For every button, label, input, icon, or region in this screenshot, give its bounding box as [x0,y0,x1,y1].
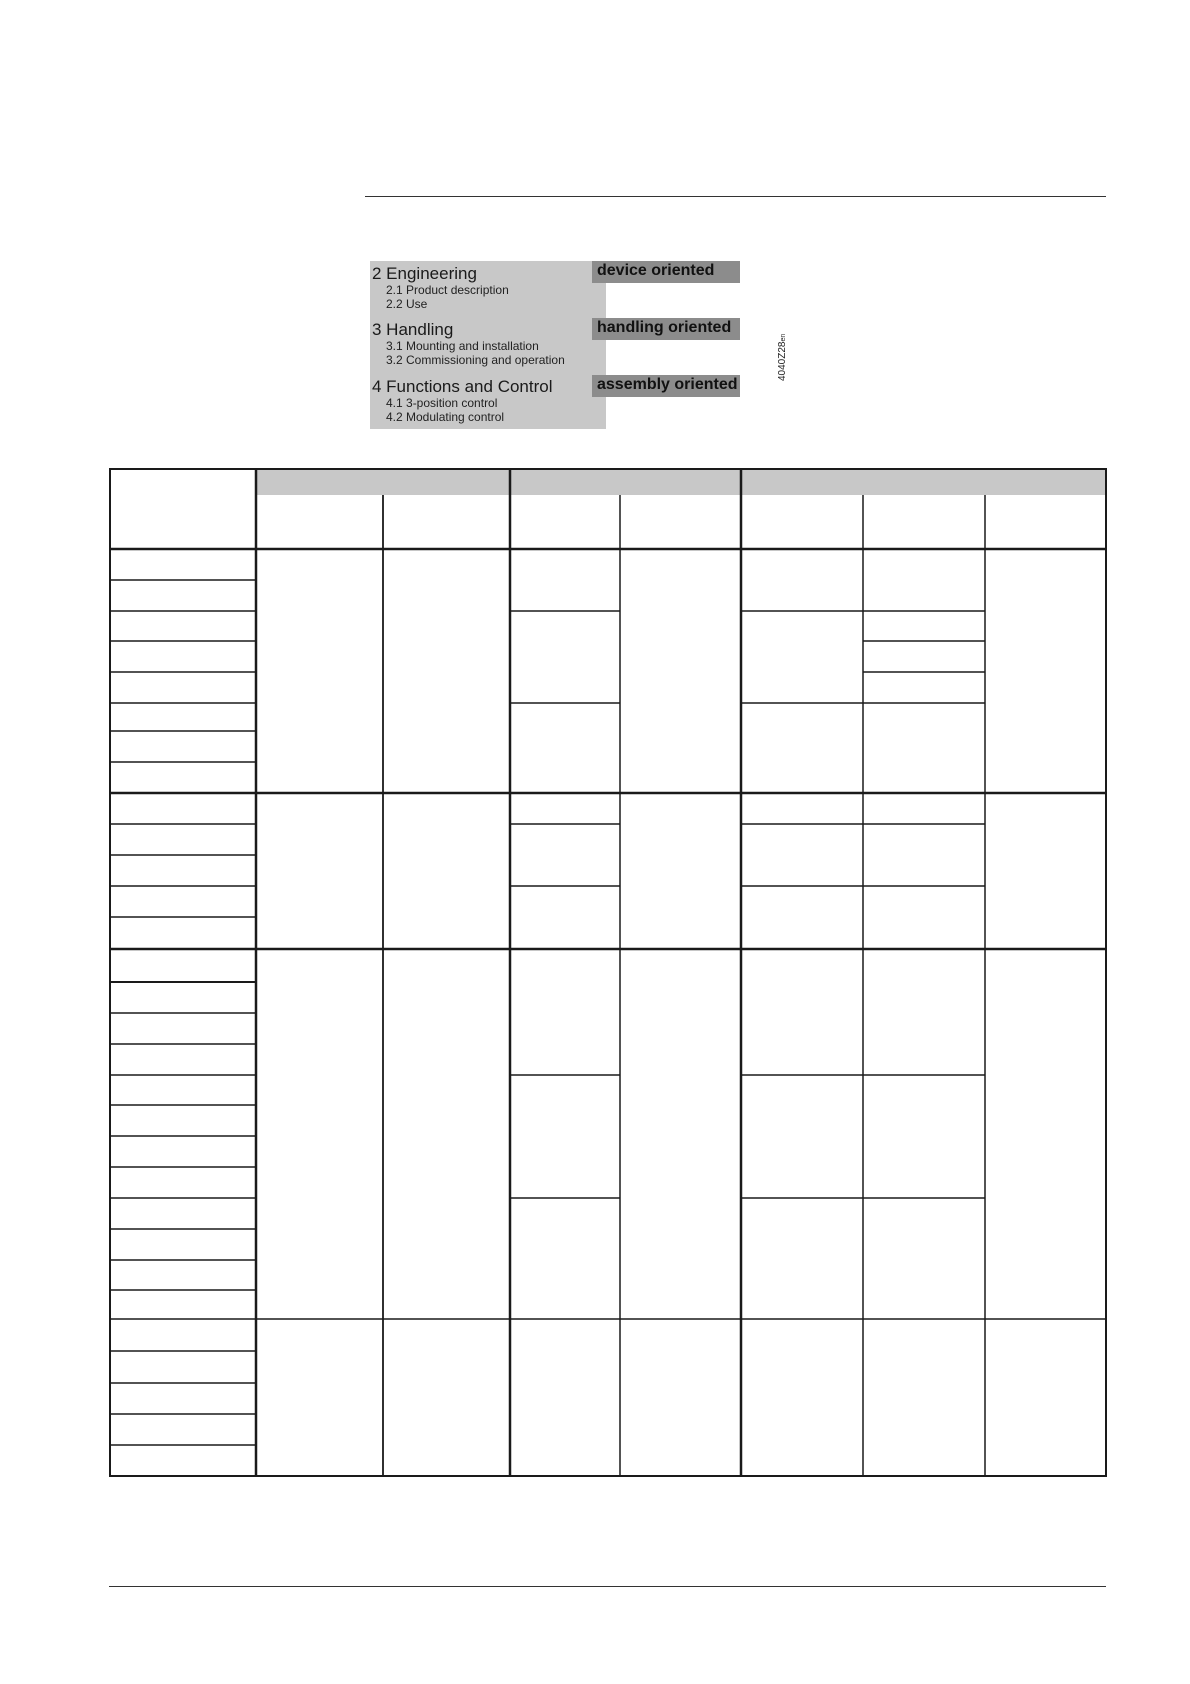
section-engineering-sub-2: 2.2 Use [386,297,428,311]
section-functions-title: 4 Functions and Control [372,377,553,396]
tag-assembly-oriented: assembly oriented [592,375,740,397]
tag-device-oriented: device oriented [592,261,740,283]
section-handling-sub-2: 3.2 Commissioning and operation [386,353,565,367]
table-frame [110,469,1106,1476]
bottom-rule [109,1586,1106,1587]
figure-code-main: 4040Z28 [777,341,788,381]
section-engineering-title: 2 Engineering [372,264,477,283]
section-engineering-sub-1: 2.1 Product description [386,283,509,297]
section-handling-sub-1: 3.1 Mounting and installation [386,339,539,353]
section-functions-sub-1: 4.1 3-position control [386,396,498,410]
table-rules [110,469,1106,1476]
table-header-band [256,470,1106,495]
figure-code-suffix: en [780,333,787,342]
tag-handling-oriented: handling oriented [592,318,740,340]
section-handling-title: 3 Handling [372,320,454,339]
section-functions-sub-2: 4.2 Modulating control [386,410,505,424]
